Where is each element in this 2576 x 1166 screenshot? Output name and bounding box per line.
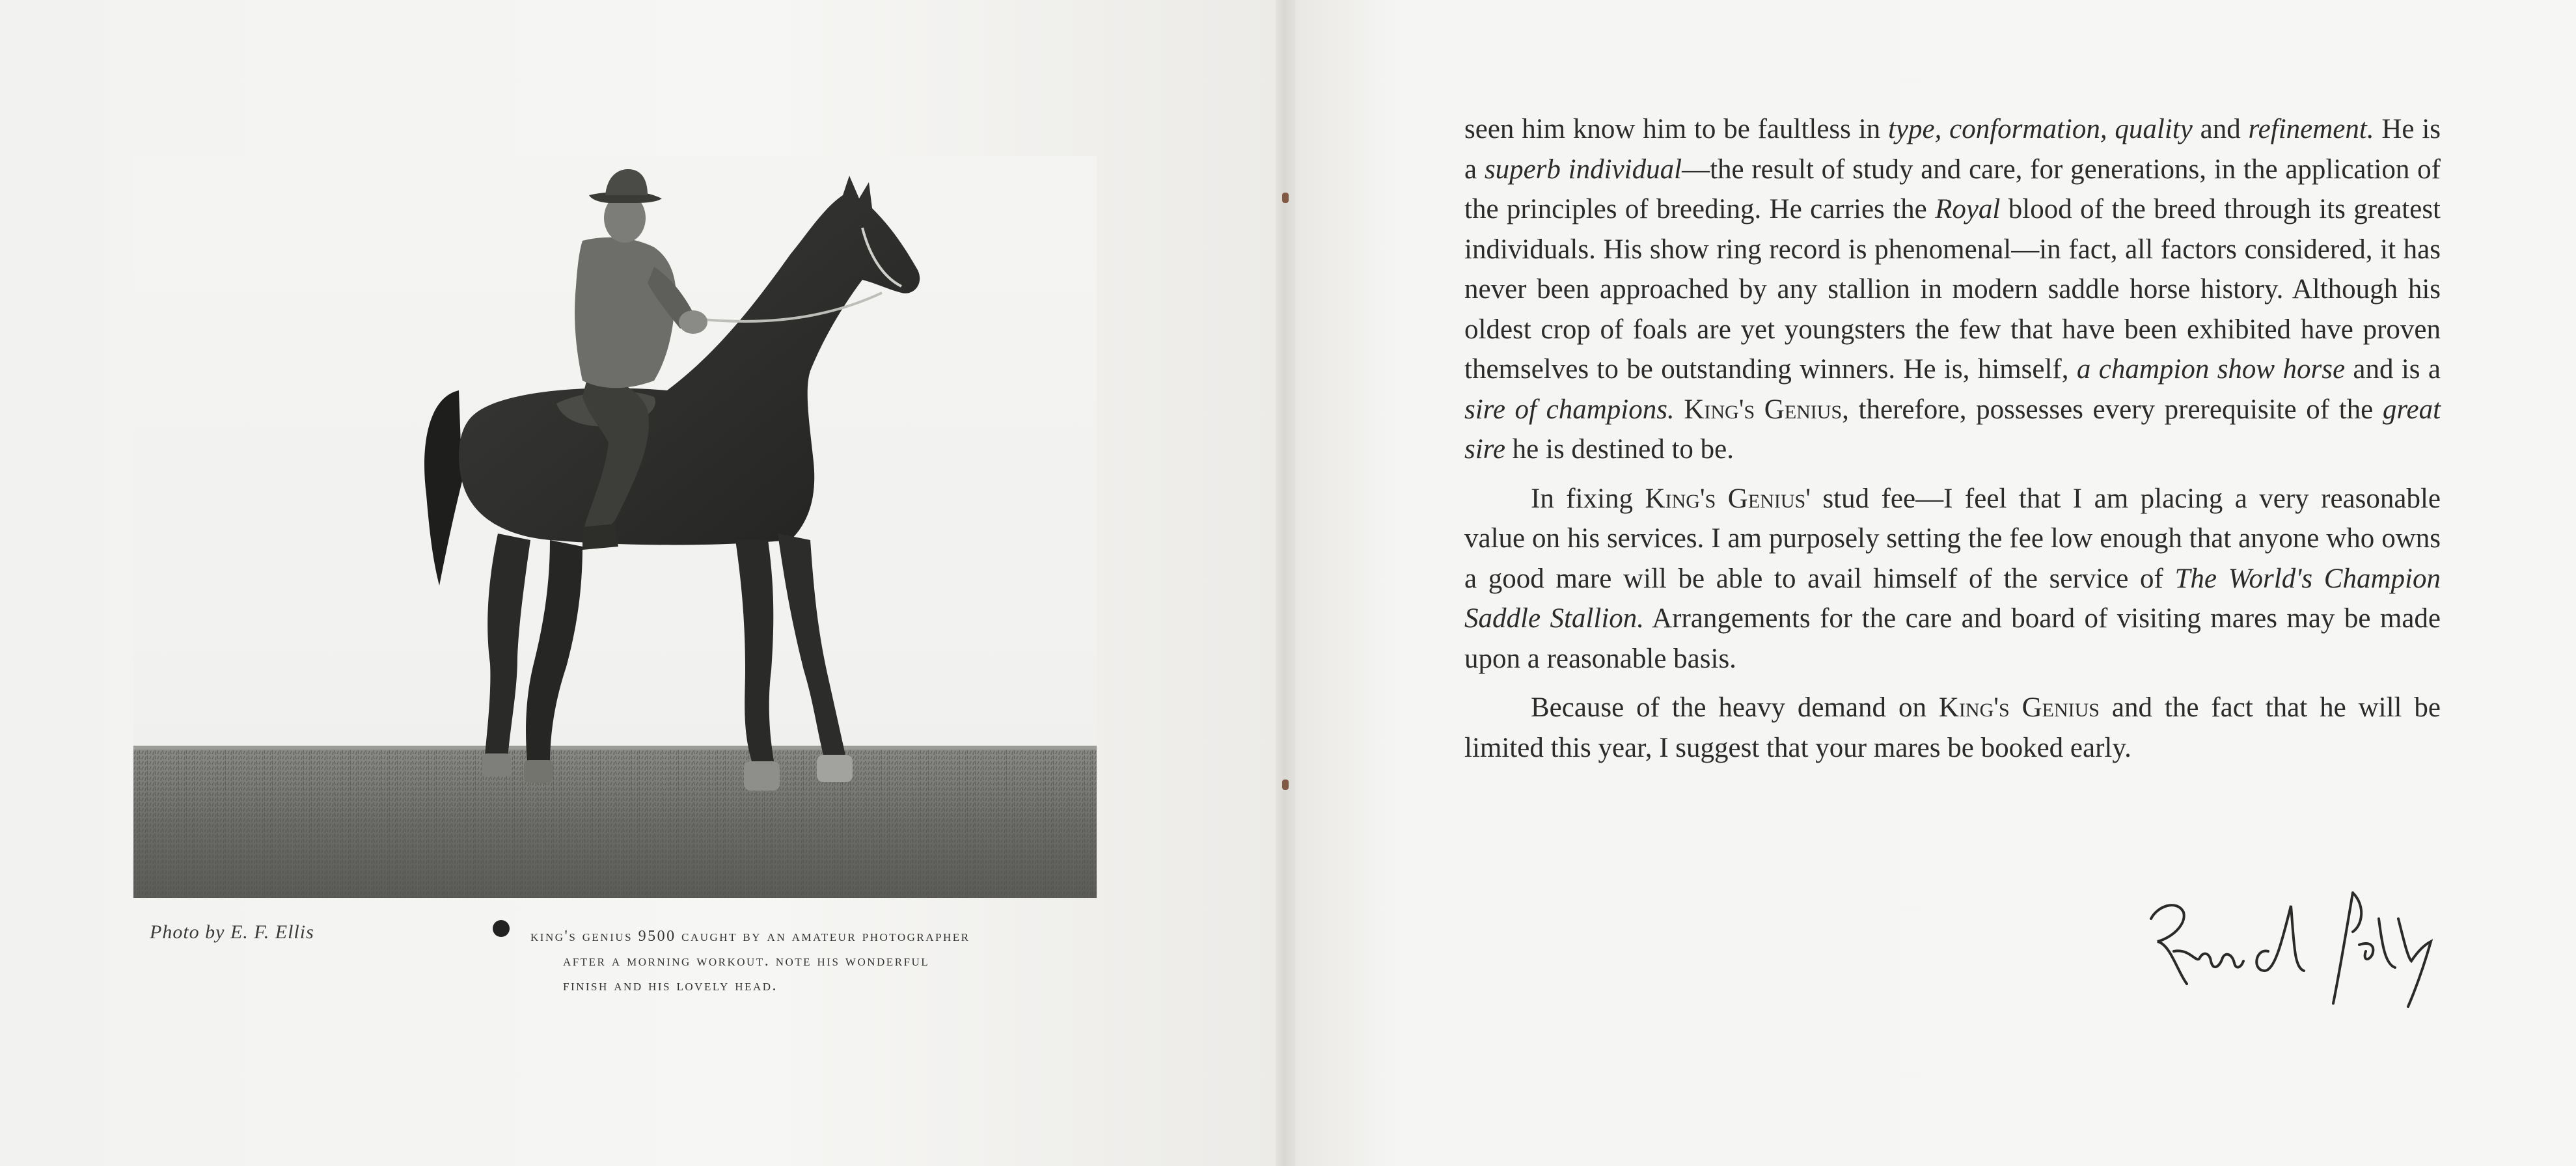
signature (2138, 880, 2437, 1010)
horse-and-rider-photo (133, 156, 1097, 898)
paragraph: Because of the heavy demand on King's Genius and the fact that he will be limited this year, I suggest that your mares be booked early. (1464, 692, 2441, 763)
staple-mark (1282, 193, 1289, 203)
left-page (0, 0, 1276, 1166)
photo-credit: Photo by E. F. Ellis (150, 921, 314, 943)
caption-line: king's genius 9500 caught by an amateur photographer (530, 928, 970, 945)
staple-mark (1282, 780, 1289, 790)
paragraph: In fixing King's Genius' stud fee—I feel that I am placing a very reasonable value on his services. I am purposely setting the fee low enough that anyone who owns a good mare will be able to avail himself of the service of The World's Champion Saddle Stallion. Arrangements for the care and board of visiting mares may be made upon a reasonable basis. (1464, 483, 2441, 674)
photo-caption (530, 924, 1097, 998)
caption-line: finish and his lovely head. (563, 977, 778, 994)
caption-line: after a morning workout. note his wonderful (563, 953, 930, 969)
page-gutter (1276, 0, 1295, 1166)
letter-body (1464, 109, 2441, 777)
paragraph: seen him know him to be faultless in type, conformation, quality and refinement. He is a superb individual—the result of study and care, for generations, in the application of the principles of breeding. He carries the Royal blood of the breed through its greatest individuals. His show ring record is phenomenal—in fact, all factors considered, it has never been approached by any stallion in modern saddle horse history. Although his oldest crop of foals are yet youngsters the few that have been exhibited have proven themselves to be outstanding winners. He is, himself, a champion show horse and is a sire of champions. King's Genius, therefore, possesses every prerequisite of the great sire he is destined to be. (1464, 114, 2441, 465)
bullet-icon (493, 920, 510, 937)
